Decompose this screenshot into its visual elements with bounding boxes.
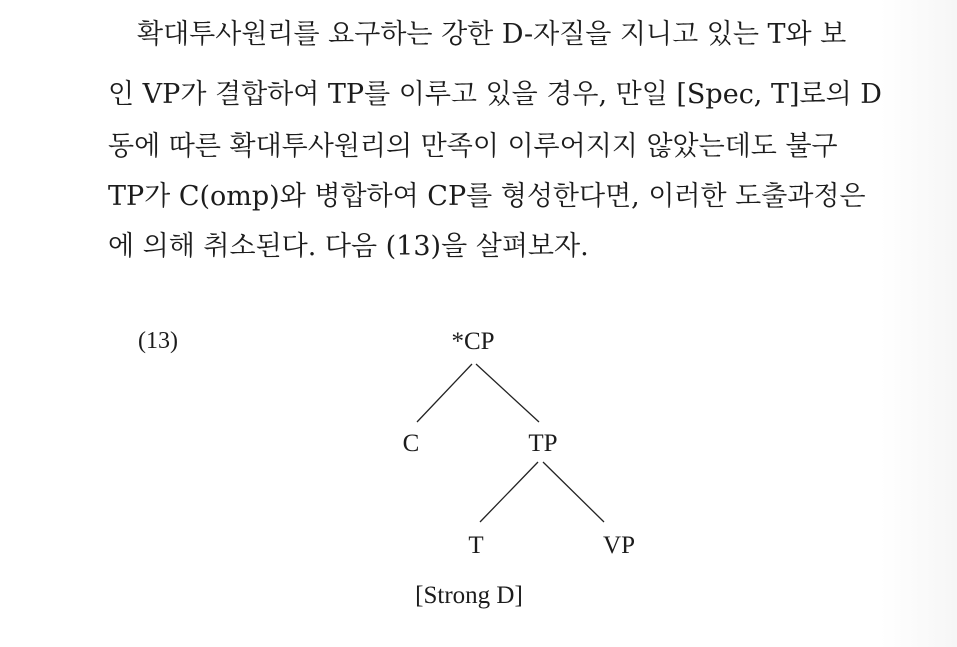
node-vp: VP xyxy=(603,532,635,559)
example-number: (13) xyxy=(138,328,178,354)
paragraph-line-4: TP가 C(omp)와 병합하여 CP를 형성한다면, 이러한 도출과정은 xyxy=(108,181,866,212)
paragraph-line-2: 인 VP가 결합하여 TP를 이루고 있을 경우, 만일 [Spec, T]로의 D xyxy=(108,79,882,110)
node-c: C xyxy=(402,430,420,457)
paragraph-line-3: 동에 따른 확대투사원리의 만족이 이루어지지 않았는데도 불구 xyxy=(108,131,838,162)
node-cp-root: *CP xyxy=(451,328,495,355)
edge-cp-tp xyxy=(476,364,539,422)
paragraph-line-1: 확대투사원리를 요구하는 강한 D-자질을 지니고 있는 T와 보 xyxy=(137,19,847,50)
node-t-feature: [Strong D] xyxy=(415,582,523,609)
edge-tp-t xyxy=(480,462,538,522)
node-tp: TP xyxy=(528,430,558,457)
edge-cp-c xyxy=(417,364,472,422)
edge-tp-vp xyxy=(543,462,604,522)
paragraph-line-5: 에 의해 취소된다. 다음 (13)을 살펴보자. xyxy=(108,231,589,262)
node-t: T xyxy=(468,532,484,559)
